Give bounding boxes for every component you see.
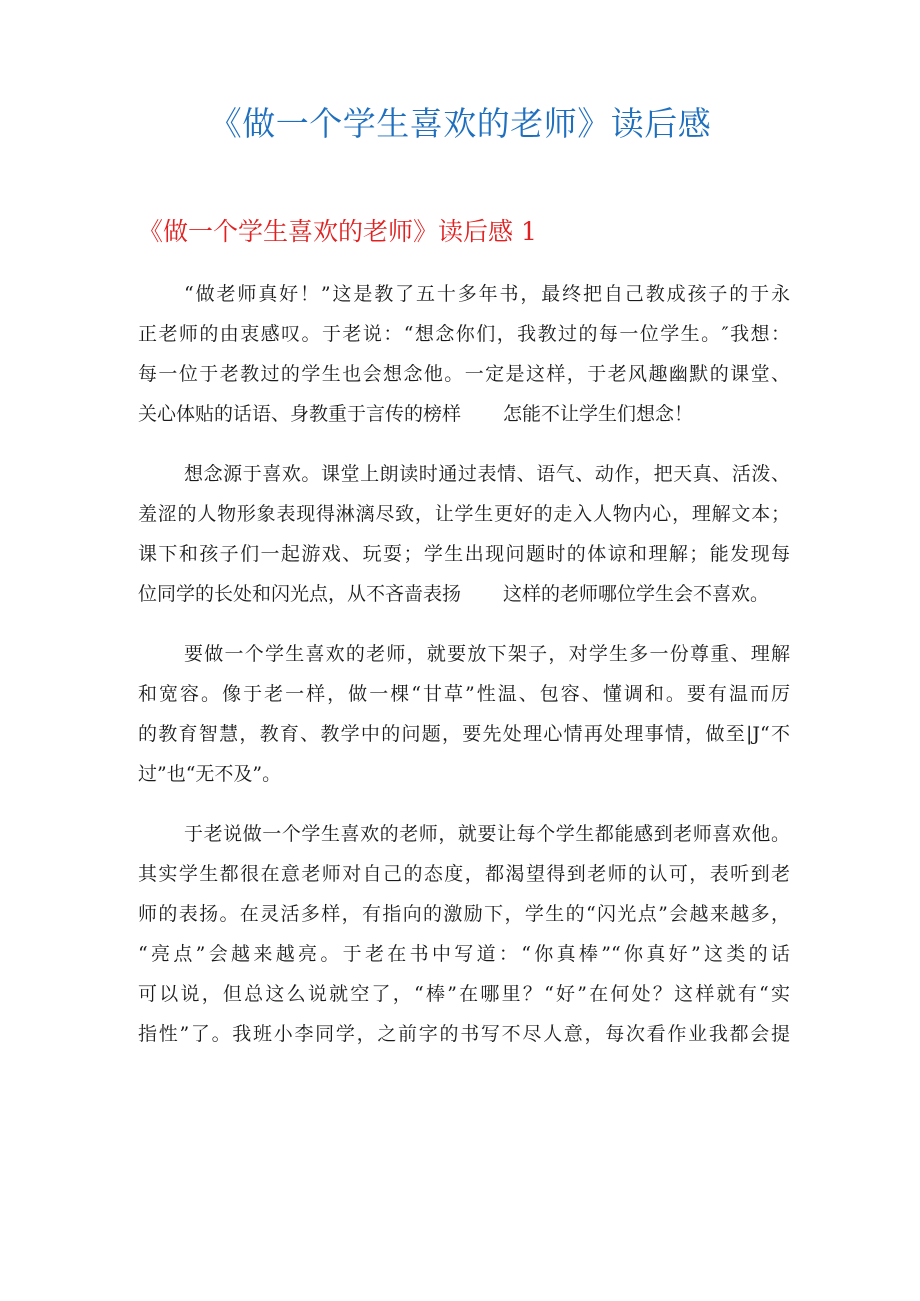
- paragraph-line: [138, 394, 790, 434]
- paragraph-line-segment: 关心体贴的话语、身教重于言传的榜样: [138, 403, 462, 425]
- paragraph-4: [138, 814, 790, 1054]
- paragraph-line: 和宽容。像于老一样，做一棵“甘草”性温、包容、懂调和。要有温而厉: [138, 683, 790, 705]
- paragraph-line: [138, 574, 790, 614]
- paragraph-line: 每一位于老教过的学生也会想念他。一定是这样，于老风趣幽默的课堂、: [138, 363, 790, 385]
- paragraph-3: [138, 634, 790, 794]
- paragraph-line: 其实学生都很在意老师对自己的态度，都渴望得到老师的认可，表听到老: [138, 863, 790, 885]
- paragraph-line: 课下和孩子们一起游戏、玩耍；学生出现问题时的体谅和理解；能发现每: [138, 543, 790, 565]
- paragraph-1: [138, 274, 790, 434]
- paragraph-line: 指性”了。我班小李同学，之前字的书写不尽人意，每次看作业我都会提: [138, 1023, 790, 1045]
- paragraph-line: 的教育智慧，教育、教学中的问题，要先处理心情再处理事情，做至|J“不: [138, 723, 790, 745]
- section-title: 《做一个学生喜欢的老师》读后感 1: [138, 217, 537, 246]
- paragraph-line-segment: 位同学的长处和闪光点，从不吝啬表扬: [138, 583, 462, 605]
- paragraph-line: 可以说，但总这么说就空了，“棒”在哪里？“好”在何处？这样就有“实: [138, 983, 790, 1005]
- paragraph-line: 想念源于喜欢。课堂上朗读时通过表情、语气、动作，把天真、活泼、: [184, 463, 790, 485]
- paragraph-line: “亮点”会越来越亮。于老在书中写道：“你真棒”“你真好”这类的话: [138, 943, 790, 965]
- paragraph-line: 于老说做一个学生喜欢的老师，就要让每个学生都能感到老师喜欢他。: [184, 823, 790, 845]
- paragraph-line: 正老师的由衷感叹。于老说：“想念你们，我教过的每一位学生。″我想：: [138, 323, 790, 345]
- paragraph-line: 要做一个学生喜欢的老师，就要放下架子，对学生多一份尊重、理解: [184, 643, 790, 665]
- paragraph-2: [138, 454, 790, 614]
- paragraph-line: 过”也“无不及”。: [138, 763, 282, 785]
- paragraph-line: 羞涩的人物形象表现得淋漓尽致，让学生更好的走入人物内心，理解文本；: [138, 503, 790, 525]
- paragraph-line: “做老师真好！”这是教了五十多年书，最终把自己教成孩子的于永: [184, 283, 790, 305]
- document-title: 《做一个学生喜欢的老师》读后感: [208, 104, 712, 143]
- paragraph-line: 师的表扬。在灵活多样，有指向的激励下，学生的“闪光点”会越来越多，: [138, 903, 790, 925]
- document-body: [138, 274, 790, 1074]
- paragraph-line-segment: 怎能不让学生们想念！: [503, 403, 694, 425]
- paragraph-line-segment: 这样的老师哪位学生会不喜欢。: [503, 583, 770, 605]
